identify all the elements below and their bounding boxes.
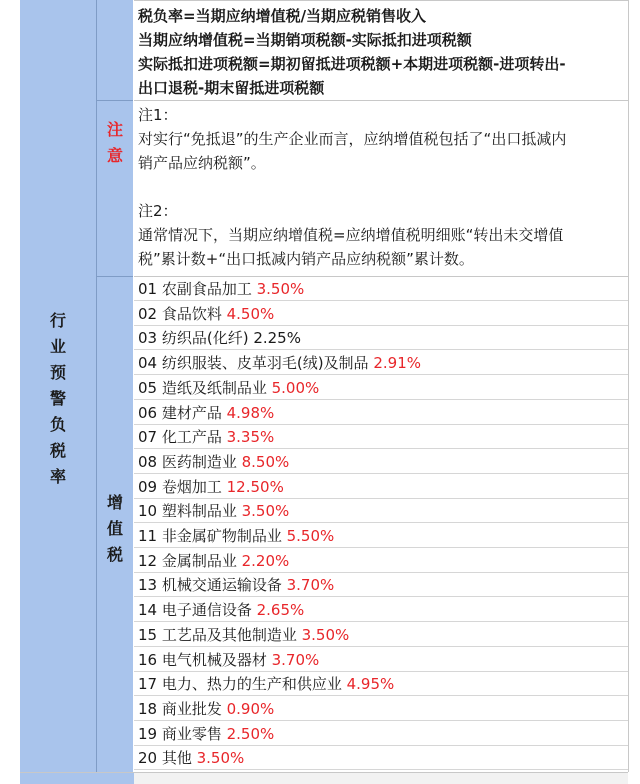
tax-rate-value: 3.50% — [256, 280, 305, 298]
rate-row — [134, 450, 628, 474]
industry-warning-label: 行业预警负税率 — [49, 311, 66, 486]
tax-rate-value: 3.35% — [226, 428, 275, 447]
formula-label-cell — [97, 0, 133, 101]
industry-name: 17 电力、热力的生产和供应业 — [138, 675, 347, 694]
tax-rate-value: 3.70% — [271, 650, 320, 669]
note-cell — [134, 101, 628, 277]
category-column — [20, 0, 97, 772]
industry-name: 03 纺织品(化纤) — [138, 329, 254, 348]
rate-row — [134, 302, 628, 326]
formula-line: 当期应纳增值税=当期销项税额-实际抵扣进项税额 — [138, 31, 472, 49]
formula-cell — [134, 0, 628, 101]
industry-name: 12 金属制品业 — [138, 551, 242, 570]
tax-rate-value: 2.25% — [253, 329, 301, 348]
industry-name: 04 纺织服装、皮革羽毛(绒)及制品 — [138, 354, 374, 373]
tax-rate-value: 5.50% — [286, 527, 335, 545]
tax-rate-value: 4.95% — [346, 675, 395, 694]
industry-name: 15 工艺品及其他制造业 — [138, 625, 302, 644]
industry-name: 01 农副食品加工 — [138, 280, 257, 298]
tax-rate-value: 3.70% — [286, 576, 335, 595]
industry-name: 13 机械交通运输设备 — [138, 576, 287, 595]
note-line — [134, 175, 628, 199]
rate-row — [134, 573, 628, 597]
industry-name: 16 电气机械及器材 — [138, 650, 272, 669]
note-line: 注2： — [138, 202, 178, 220]
industry-name: 10 塑料制品业 — [138, 502, 242, 521]
rate-row — [134, 401, 628, 425]
tax-rate-value: 4.50% — [226, 304, 275, 323]
tax-rate-value: 2.65% — [256, 601, 305, 620]
industry-name: 18 商业批发 — [138, 699, 227, 718]
rate-row — [134, 524, 628, 548]
rate-row — [134, 326, 628, 350]
rate-row — [134, 549, 628, 573]
tax-rate-value: 2.91% — [373, 354, 421, 373]
rate-row — [134, 425, 628, 449]
industry-name: 05 造纸及纸制品业 — [138, 378, 272, 397]
rate-row — [134, 623, 628, 647]
tax-rate-value: 3.50% — [301, 625, 350, 644]
vat-label: 增值税 — [106, 493, 123, 564]
industry-name: 09 卷烟加工 — [138, 477, 227, 496]
tax-rate-value: 0.90% — [226, 699, 275, 718]
note-line: 销产品应纳税额”。 — [138, 154, 266, 172]
formula-line: 出口退税-期末留抵进项税额 — [138, 79, 325, 97]
industry-name: 07 化工产品 — [138, 428, 227, 447]
rate-row — [134, 672, 628, 696]
industry-name: 20 其他 — [138, 749, 197, 768]
formula-line: 实际抵扣进项税额=期初留抵进项税额+本期进项税额-进项转出- — [138, 55, 566, 73]
tax-rate-value: 5.00% — [271, 378, 320, 397]
industry-name: 11 非金属矿物制品业 — [138, 527, 287, 545]
note-label: 注意 — [106, 120, 123, 165]
formula-line: 税负率=当期应纳增值税/当期应税销售收入 — [138, 7, 427, 25]
right-gridline — [628, 0, 629, 772]
tax-rate-value: 3.50% — [241, 502, 290, 521]
rate-row — [134, 697, 628, 721]
tax-rate-value: 2.20% — [241, 551, 290, 570]
industry-name: 08 医药制造业 — [138, 452, 242, 471]
rate-row — [134, 648, 628, 672]
industry-name: 14 电子通信设备 — [138, 601, 257, 620]
industry-name: 02 食品饮料 — [138, 304, 227, 323]
rate-row — [134, 746, 628, 770]
note-line: 通常情况下，当期应纳增值税=应纳增值税明细账“转出未交增值 — [138, 226, 564, 244]
note-line: 对实行“免抵退”的生产企业而言，应纳增值税包括了“出口抵减内 — [138, 130, 567, 148]
tax-rate-value: 3.50% — [196, 749, 245, 768]
rate-row — [134, 499, 628, 523]
industry-name: 06 建材产品 — [138, 403, 227, 422]
note-lines — [134, 101, 628, 271]
rate-row — [134, 598, 628, 622]
note-label-cell — [97, 101, 133, 277]
rate-row — [134, 722, 628, 746]
tax-rate-value: 8.50% — [241, 452, 290, 471]
note-line: 注1： — [138, 106, 178, 124]
rate-row — [134, 277, 628, 301]
rate-row — [134, 475, 628, 499]
tax-rate-value: 12.50% — [226, 477, 284, 496]
next-row-strip — [20, 772, 628, 784]
tax-rate-value: 4.98% — [226, 403, 275, 422]
note-line: 税”累计数+“出口抵减内销产品应纳税额”累计数。 — [138, 250, 474, 268]
next-row-header — [20, 773, 134, 784]
tax-rate-value: 2.50% — [226, 724, 275, 743]
rate-row — [134, 376, 628, 400]
rate-row — [134, 351, 628, 375]
formula-lines — [134, 0, 628, 100]
industry-name: 19 商业零售 — [138, 724, 227, 743]
